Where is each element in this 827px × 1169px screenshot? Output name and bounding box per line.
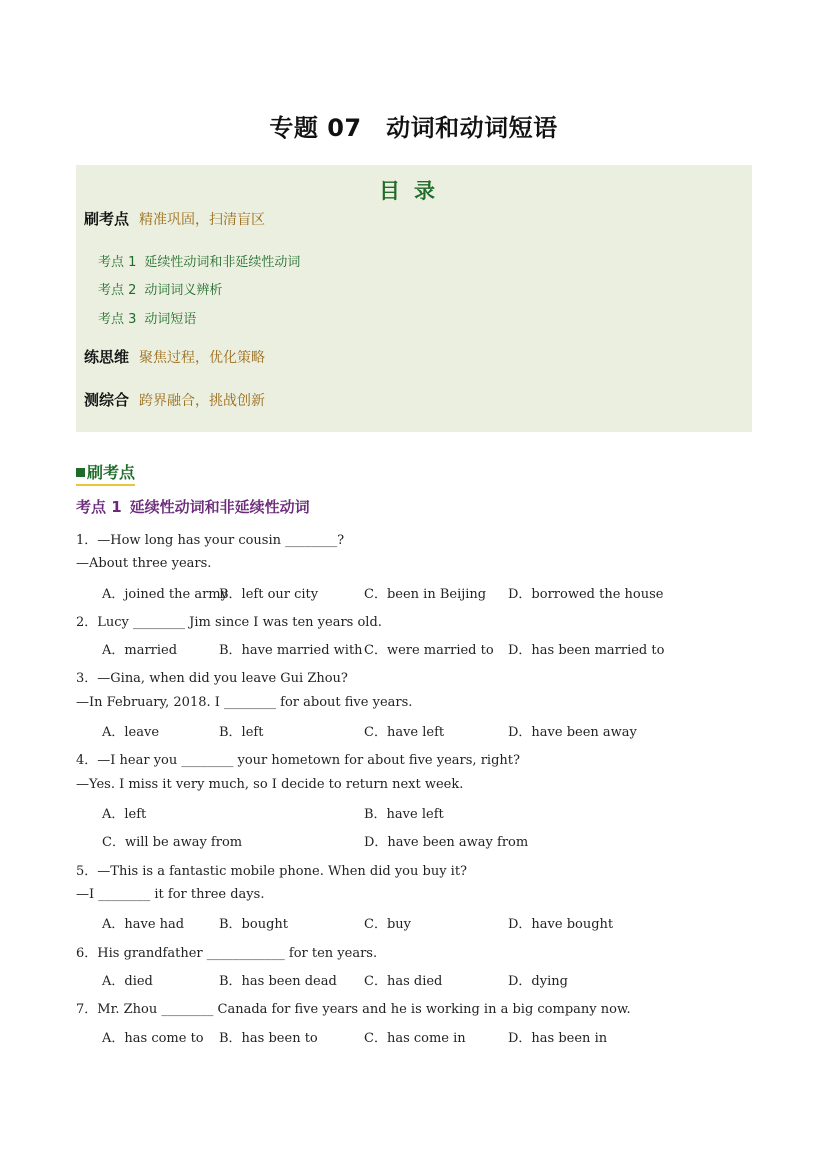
option-c: C．has died (364, 974, 443, 989)
question-stem: 7．Mr. Zhou ________ Canada for five years and he is working in a big company now. (76, 1002, 631, 1017)
question-stem: 3．—Gina, when did you leave Gui Zhou? (76, 671, 348, 686)
toc-item-text: 延续性动词和非延续性动词 (144, 255, 301, 270)
section-heading (76, 460, 135, 483)
option-b: B．left (219, 725, 264, 740)
option-a: A．have had (102, 917, 185, 932)
kaodian-number: 考点 1 (76, 498, 122, 516)
option-d: D．dying (508, 974, 568, 989)
toc-item-key: 考点 2 (98, 283, 137, 298)
option-b: B．have married with (219, 643, 363, 658)
question-stem: —About three years. (76, 556, 212, 571)
toc-section-ce (84, 389, 265, 410)
toc-section-shua (84, 208, 265, 229)
question-stem: 2．Lucy ________ Jim since I was ten years old. (76, 615, 382, 630)
option-c: C．has come in (364, 1031, 466, 1046)
section-heading-text: 刷考点 (87, 463, 136, 482)
kaodian-title: 延续性动词和非延续性动词 (129, 498, 310, 516)
heading-underline (76, 484, 135, 486)
toc-item-kaodian-2 (98, 279, 222, 298)
toc-item-text: 动词词义辨析 (144, 283, 223, 298)
option-b: B．has been to (219, 1031, 318, 1046)
option-a: A．left (102, 807, 147, 822)
toc-section-subtitle: 聚焦过程，优化策略 (139, 350, 266, 366)
option-a: A．married (102, 643, 178, 658)
question-stem: —Yes. I miss it very much, so I decide to return next week. (76, 777, 464, 792)
option-c: C．have left (364, 725, 445, 740)
page-title: 专题 07 动词和动词短语 (269, 114, 558, 142)
question-stem: 5．—This is a fantastic mobile phone. When did you buy it? (76, 864, 468, 879)
toc-item-text: 动词短语 (144, 312, 197, 327)
toc-item-key: 考点 3 (98, 312, 137, 327)
option-b: B．has been dead (219, 974, 337, 989)
option-c: C．buy (364, 917, 411, 932)
toc-section-subtitle: 精准巩固，扫清盲区 (139, 212, 266, 228)
square-bullet-icon (76, 468, 85, 477)
toc-section-label: 刷考点 (84, 210, 130, 228)
option-c: C．will be away from (102, 835, 243, 850)
option-d: D．have bought (508, 917, 614, 932)
option-a: A．has come to (102, 1031, 204, 1046)
toc-heading: 目录 (379, 179, 449, 203)
option-d: D．have been away from (364, 835, 529, 850)
toc-item-kaodian-1 (98, 251, 300, 270)
toc-item-key: 考点 1 (98, 255, 137, 270)
option-d: D．has been in (508, 1031, 608, 1046)
question-stem: 4．—I hear you ________ your hometown for about five years, right? (76, 753, 520, 768)
option-d: D．has been married to (508, 643, 665, 658)
table-of-contents (76, 165, 752, 432)
toc-item-kaodian-3 (98, 308, 196, 327)
option-b: B．bought (219, 917, 288, 932)
option-a: A．died (102, 974, 153, 989)
toc-section-subtitle: 跨界融合，挑战创新 (139, 393, 266, 409)
toc-section-label: 练思维 (84, 348, 130, 366)
option-a: A．leave (102, 725, 160, 740)
toc-section-label: 测综合 (84, 391, 130, 409)
option-a: A．joined the army (102, 587, 228, 602)
option-b: B．left our city (219, 587, 319, 602)
question-stem: —In February, 2018. I ________ for about five years. (76, 695, 413, 710)
option-b: B．have left (364, 807, 444, 822)
toc-section-lian (84, 346, 265, 367)
kaodian-heading (76, 496, 310, 517)
option-c: C．were married to (364, 643, 494, 658)
question-stem: 1．—How long has your cousin ________? (76, 533, 345, 548)
option-d: D．have been away (508, 725, 637, 740)
question-stem: 6．His grandfather ____________ for ten years. (76, 946, 378, 961)
question-stem: —I ________ it for three days. (76, 887, 265, 902)
option-c: C．been in Beijing (364, 587, 487, 602)
option-d: D．borrowed the house (508, 587, 664, 602)
